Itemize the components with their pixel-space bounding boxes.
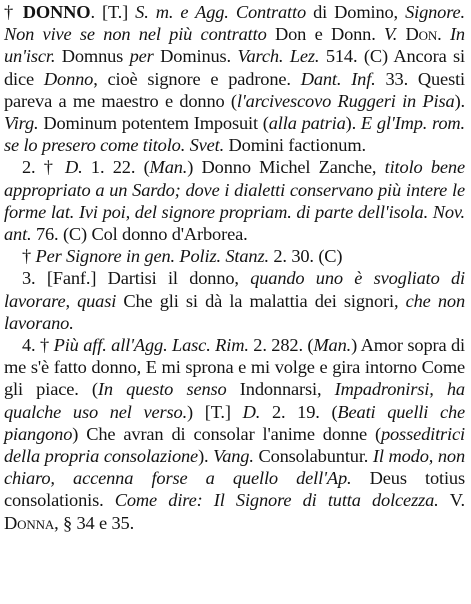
text-run: , § 34 e 35. [54, 512, 135, 533]
text-run: Deus totius consolationis. [4, 468, 465, 511]
text-run: Signore. Non vive se non nel più contratto [4, 2, 466, 45]
text-run: DONNO [22, 2, 91, 22]
text-run: 2. 19. ( [271, 401, 338, 422]
text-run: titolo bene appropriato a un Sardo; dove i dialetti conservano più intere le forme lat. Ivi poi, del signore propriam. di parte dell'isola. Nov. ant. [4, 157, 465, 245]
text-run: Dant. Inf. [300, 68, 386, 89]
text-run: Donno [43, 68, 94, 89]
text-run: † [4, 2, 23, 22]
text-run: Indonnarsi, [239, 379, 335, 400]
text-run: Don e Donn. [275, 24, 385, 45]
text-run: 2. 282. ( [253, 335, 314, 356]
text-run: , cioè signore e padrone. [93, 68, 301, 89]
text-run: D. [65, 157, 91, 178]
text-run: 2. 30. (C) [273, 246, 343, 267]
text-run: Impadronirsi, ha qualche uso nel verso. [4, 379, 465, 422]
text-run: 4. † [22, 335, 54, 356]
text-run: V. [449, 490, 465, 511]
text-run: ). [345, 113, 361, 134]
text-run: 514. (C) Ancora si dice [4, 46, 466, 89]
text-run: per [129, 46, 161, 67]
text-run: Vang. [213, 446, 259, 467]
sense-4 [4, 334, 465, 534]
text-run: ) Che avran di consolar l'anime donne ( [72, 423, 381, 444]
text-run: Don [405, 24, 438, 45]
text-run: Virg. [4, 113, 44, 134]
sense-3 [4, 267, 465, 334]
text-run: che non lavorano. [4, 290, 466, 333]
text-run: In un'iscr. [4, 24, 465, 67]
entry-definition [4, 1, 465, 156]
text-run: Per Signore in gen. Poliz. Stanz. [35, 246, 274, 267]
text-run: S. m. e Agg. Contratto [135, 2, 314, 22]
text-run: Donna [4, 512, 55, 533]
text-run: alla patria [268, 113, 346, 134]
text-run: E gl'Imp. rom. se lo presero come titolo. Svet. [4, 113, 465, 156]
text-run: ). [454, 90, 465, 111]
text-run: l'arcivescovo Ruggeri in Pisa [236, 90, 455, 111]
text-run: Varch. Lez. [237, 46, 326, 67]
text-run: ) Donno Michel Zanche, [187, 157, 385, 178]
text-run: 1. 22. ( [90, 157, 150, 178]
text-run: In questo senso [97, 379, 240, 400]
text-run: di Domino, [313, 2, 406, 22]
text-run: ). [198, 446, 214, 467]
text-run: . [T.] [90, 2, 136, 22]
text-run: † [22, 246, 36, 267]
text-run: Il modo, non chiaro, accenna forse a quello dell'Ap. [4, 446, 466, 489]
text-run: ) Amor sopra di me s'è fatto donno, E mi sprona e mi volge e gira intorno Come gli piace. ( [4, 335, 466, 400]
text-run: 33. Questi pareva a me maestro e donno ( [4, 68, 465, 111]
text-run: Consolabuntur. [258, 446, 373, 467]
text-run: quando uno è svogliato di lavorare, quasi [4, 268, 465, 311]
text-run: V. [384, 24, 406, 45]
text-run: D. [242, 401, 272, 422]
text-run: Come dire: Il Signore di tutta dolcezza. [114, 490, 450, 511]
sense-2 [4, 156, 465, 245]
text-run: Beati quelli che piangono [4, 401, 466, 444]
text-run: Domnus [61, 46, 130, 67]
text-run: 76. (C) Col donno d'Arborea. [35, 224, 248, 245]
text-run: 3. [Fanf.] Dartisi il donno, [22, 268, 251, 289]
text-run: Che gli si dà la malattia dei signori, [123, 290, 406, 311]
text-run: Domini factionum. [228, 135, 366, 156]
text-run: Più aff. all'Agg. Lasc. Rim. [53, 335, 254, 356]
text-run: ) [T.] [187, 401, 243, 422]
text-run: Man. [149, 157, 188, 178]
text-run: Man. [313, 335, 352, 356]
text-run: 2. † [22, 157, 66, 178]
text-run: posseditrici della propria consolazione [4, 423, 465, 467]
text-run: . [437, 24, 450, 45]
text-run: Dominus. [160, 46, 238, 67]
sense-2-sub [4, 245, 465, 267]
text-run: Dominum potentem Imposuit ( [43, 113, 269, 134]
